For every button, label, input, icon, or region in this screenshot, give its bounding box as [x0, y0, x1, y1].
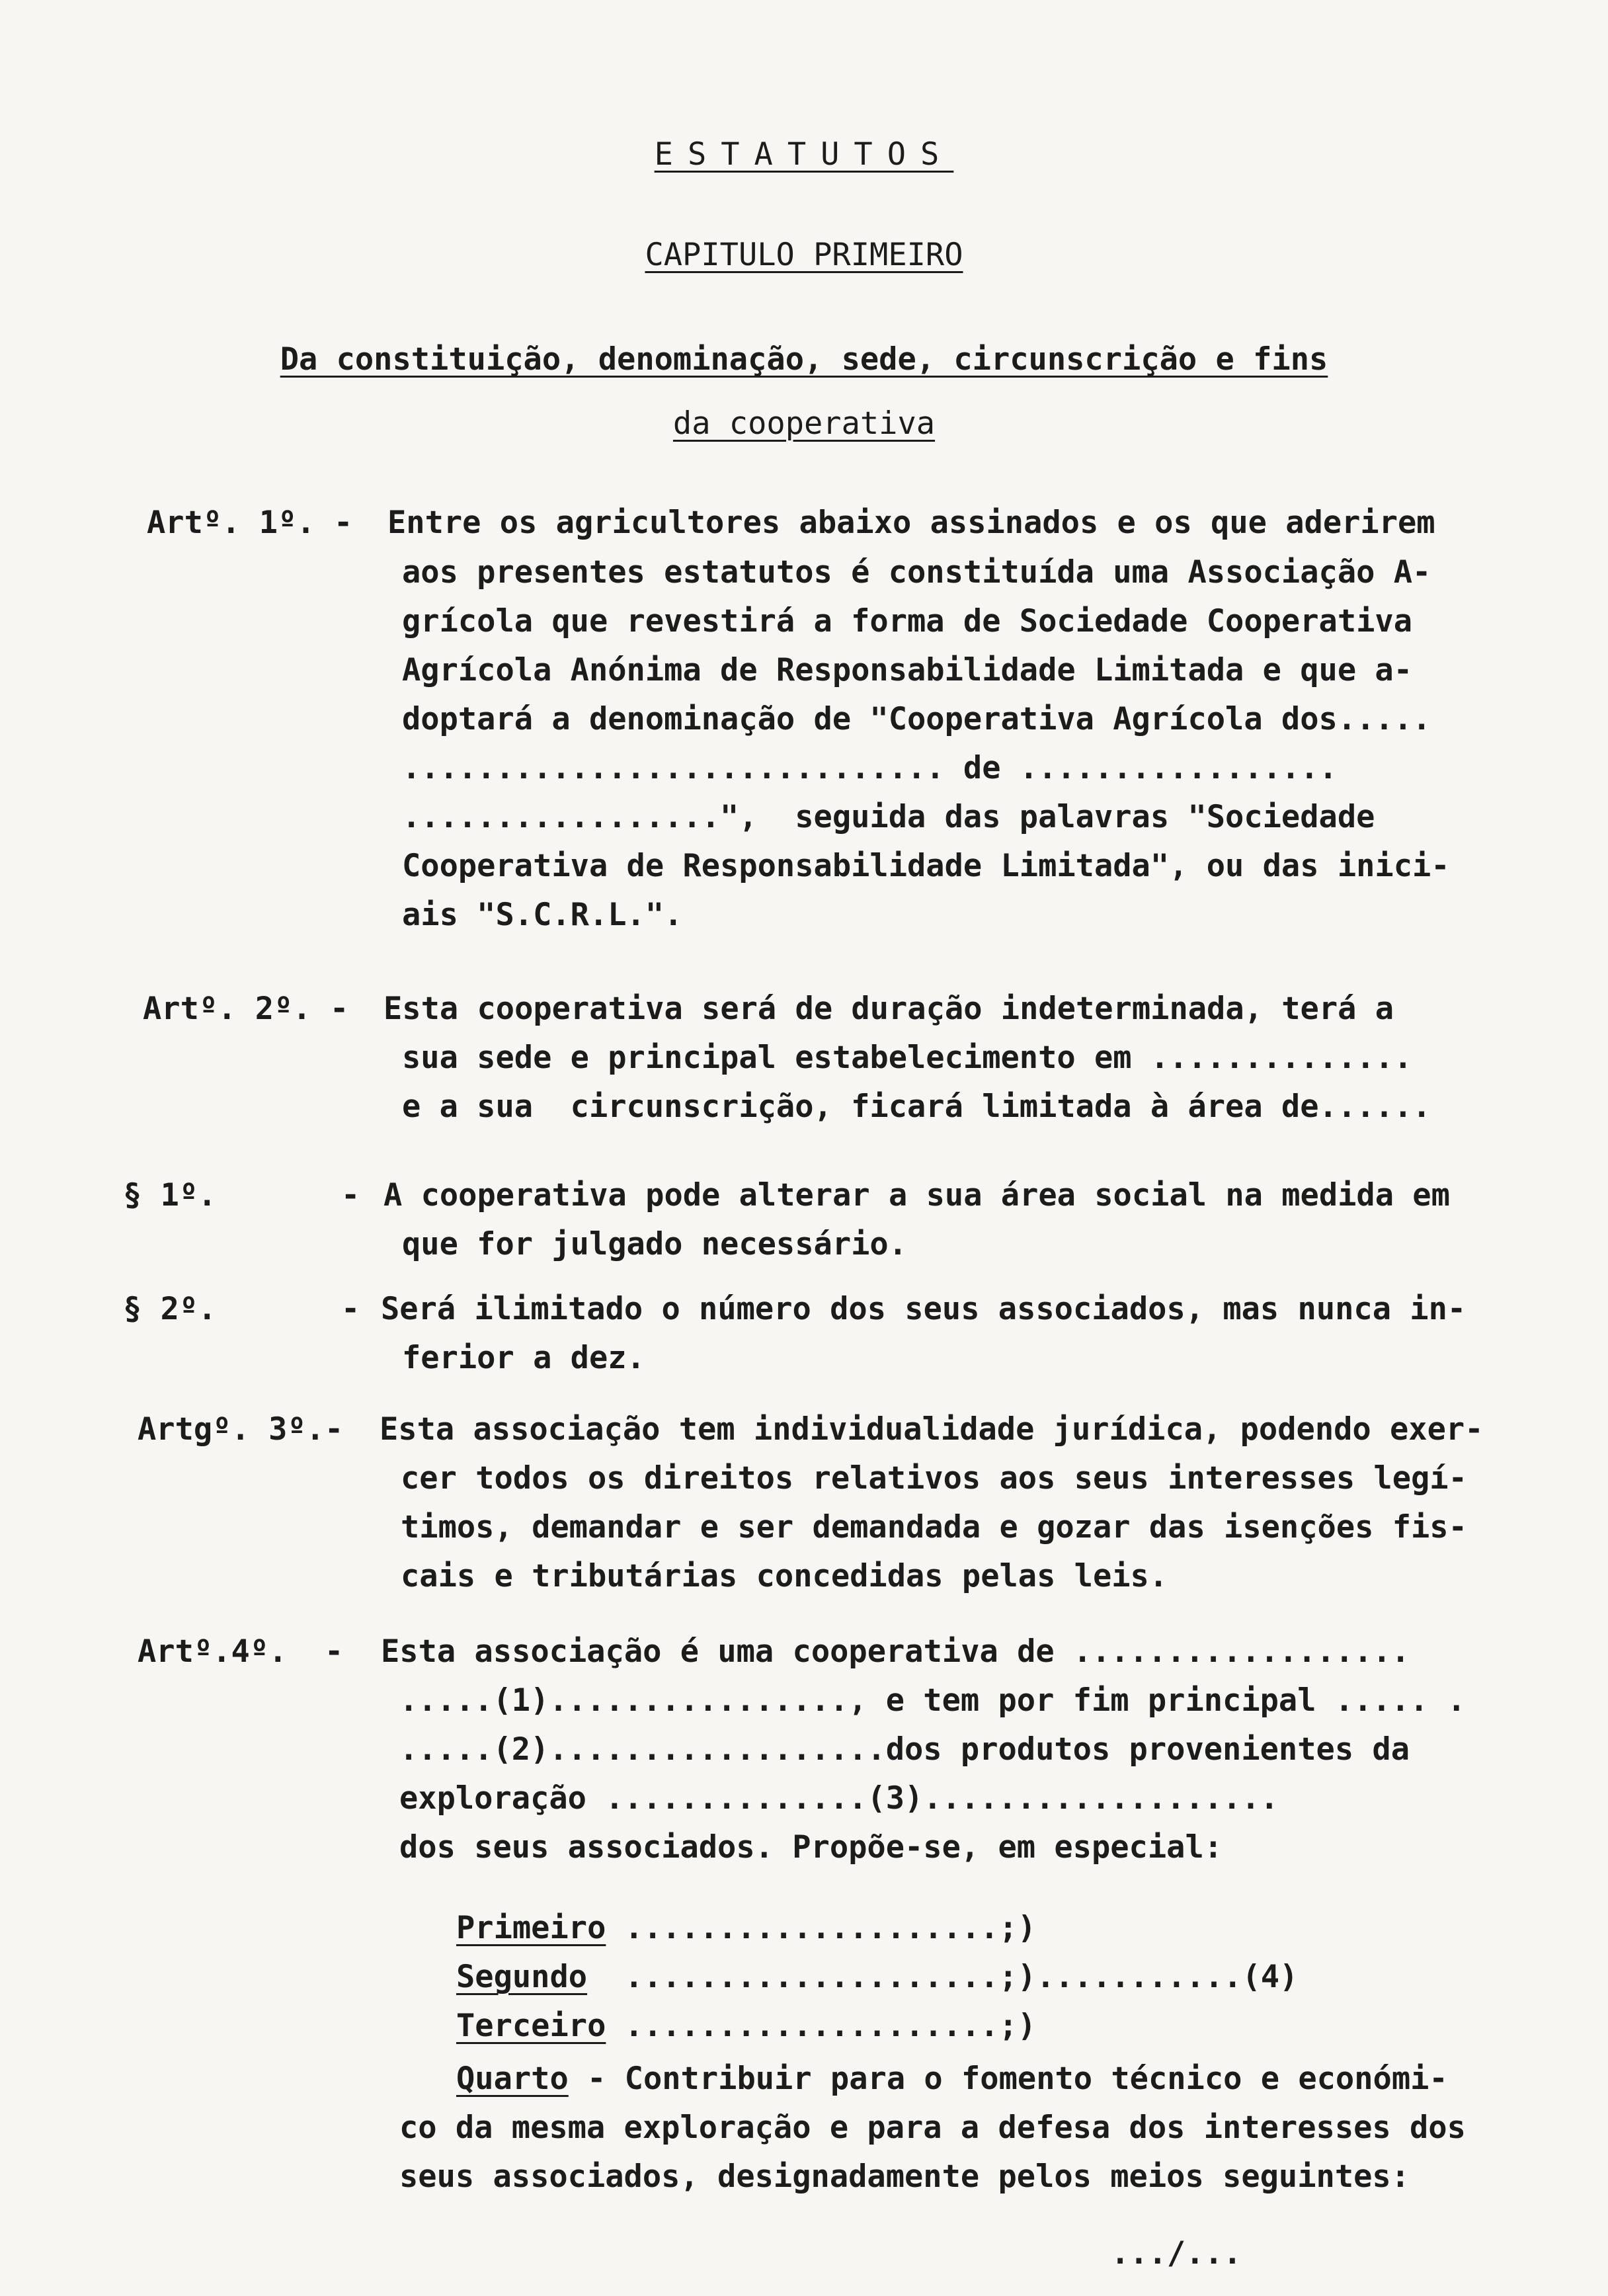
paragraph-2-dash: - [341, 1291, 360, 1327]
paragraph-1-line: que for julgado necessário. [402, 1226, 908, 1262]
article-4-item-2 [456, 1953, 1298, 2001]
article-4-item-4-line: co da mesma exploração e para a defesa dos interesses dos [399, 2110, 1466, 2146]
article-4-item-1 [456, 1905, 1036, 1952]
item-text: ....................;) [606, 1910, 1037, 1946]
section-heading-line-2: da cooperativa [672, 405, 936, 442]
paragraph-2-label: § 2º. [123, 1291, 217, 1327]
article-1-line: aos presentes estatutos é constituída uma Associação A- [402, 554, 1431, 591]
article-2-label: Artº. 2º. - [143, 991, 349, 1027]
document-title: ESTATUTOS [654, 136, 954, 173]
paragraph-2-line: ferior a dez. [402, 1340, 645, 1376]
article-3-line: cais e tributárias concedidas pelas leis. [401, 1558, 1168, 1594]
paragraph-1-label: § 1º. [123, 1177, 217, 1213]
article-4-line: .....(1)................, e tem por fim principal ..... . [399, 1682, 1466, 1719]
article-1-line: doptará a denominação de "Cooperativa Agrícola dos..... [402, 701, 1431, 737]
article-3-line: Esta associação tem individualidade jurídica, podendo exer- [380, 1411, 1484, 1448]
article-1-line: grícola que revestirá a forma de Sociedade Cooperativa [402, 603, 1413, 639]
article-4-item-4 [456, 2055, 1448, 2103]
article-3-label: Artgº. 3º.- [138, 1411, 344, 1448]
article-4-label: Artº.4º. - [138, 1633, 344, 1670]
paragraph-2-line: Será ilimitado o número dos seus associados, mas nunca in- [381, 1291, 1467, 1327]
article-1-line: .................", seguida das palavras "Sociedade [402, 799, 1375, 835]
item-text: ....................;) [606, 2008, 1037, 2044]
article-1-line: ............................. de ................. [402, 750, 1338, 786]
article-2-line: e a sua circunscrição, ficará limitada à área de...... [402, 1088, 1431, 1125]
item-text: - Contribuir para o fomento técnico e económi- [568, 2061, 1448, 2097]
section-heading-line-1: Da constituição, denominação, sede, circunscrição e fins [280, 341, 1328, 378]
article-2-line: Esta cooperativa será de duração indeterminada, terá a [383, 991, 1394, 1027]
article-1-line: Agrícola Anónima de Responsabilidade Limitada e que a- [402, 652, 1413, 688]
article-4-item-3 [456, 2002, 1036, 2050]
article-1-label: Artº. 1º. - [147, 505, 353, 541]
article-1-line: Entre os agricultores abaixo assinados e os que aderirem [387, 505, 1435, 541]
article-2-line: sua sede e principal estabelecimento em .............. [402, 1040, 1413, 1076]
article-3-line: timos, demandar e ser demandada e gozar das isenções fis- [401, 1509, 1467, 1545]
item-label: Quarto [456, 2061, 569, 2097]
paragraph-1-line: A cooperativa pode alterar a sua área social na medida em [383, 1177, 1450, 1213]
article-4-line: exploração ..............(3)................... [399, 1780, 1279, 1817]
item-text: ....................;)...........(4) [587, 1959, 1299, 1995]
article-1-line: Cooperativa de Responsabilidade Limitada", ou das inici- [402, 848, 1450, 884]
article-4-item-4-line: seus associados, designadamente pelos meios seguintes: [399, 2158, 1410, 2195]
page-continuation-mark: .../... [1111, 2235, 1242, 2272]
item-label: Terceiro [456, 2008, 606, 2044]
item-label: Primeiro [456, 1910, 606, 1946]
article-4-line: dos seus associados. Propõe-se, em especial: [399, 1829, 1223, 1866]
chapter-heading: CAPITULO PRIMEIRO [645, 237, 963, 273]
paragraph-1-dash: - [341, 1177, 360, 1213]
article-4-line: Esta associação é uma cooperativa de .................. [381, 1633, 1410, 1670]
article-3-line: cer todos os direitos relativos aos seus interesses legí- [401, 1460, 1467, 1496]
article-1-line: ais "S.C.R.L.". [402, 897, 683, 933]
item-label: Segundo [456, 1959, 588, 1995]
article-4-line: .....(2)..................dos produtos provenientes da [399, 1731, 1410, 1768]
